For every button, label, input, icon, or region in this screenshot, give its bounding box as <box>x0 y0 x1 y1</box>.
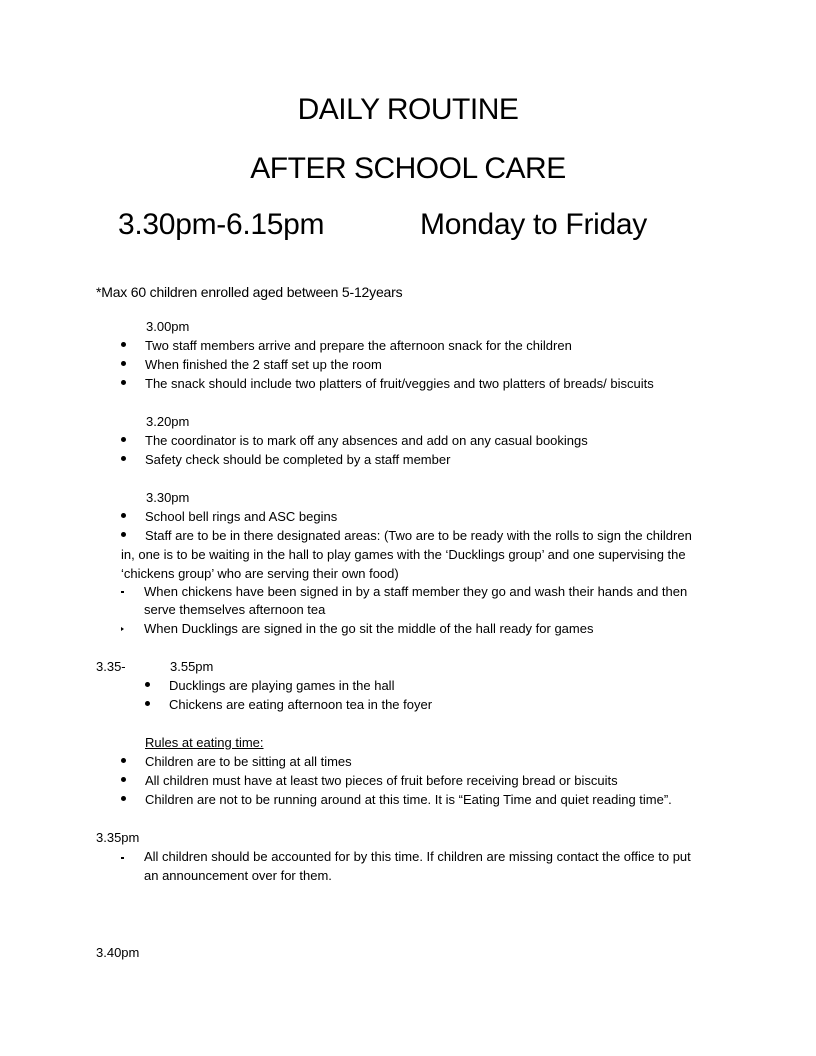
list-item: Chickens are eating afternoon tea in the foyer <box>169 697 433 712</box>
sub-list-item: When Ducklings are signed in the go sit the middle of the hall ready for games <box>144 621 594 636</box>
rules-heading: Rules at eating time: <box>145 735 264 750</box>
bullet-icon <box>121 437 126 442</box>
bullet-icon <box>121 758 126 763</box>
bullet-icon <box>121 342 126 347</box>
list-item-continuation: ‘chickens group’ who are serving their own food) <box>121 566 399 581</box>
bullet-icon <box>121 796 126 801</box>
sub-list-item: When chickens have been signed in by a staff member they go and wash their hands and then <box>144 584 688 599</box>
list-item: Children are not to be running around at this time. It is “Eating Time and quiet reading time”. <box>145 792 672 807</box>
time-3-35: 3.35- <box>96 659 126 674</box>
time-3-30pm: 3.30pm <box>146 490 190 505</box>
list-item: School bell rings and ASC begins <box>145 509 338 524</box>
list-item: Ducklings are playing games in the hall <box>169 678 395 693</box>
list-item: All children must have at least two pieces of fruit before receiving bread or biscuits <box>145 773 618 788</box>
bullet-icon <box>145 682 150 687</box>
page-title: DAILY ROUTINE <box>297 93 519 126</box>
bullet-icon <box>121 777 126 782</box>
bullet-icon <box>121 380 126 385</box>
time-3-00pm: 3.00pm <box>146 319 190 334</box>
bullet-icon <box>121 456 126 461</box>
arrow-bullet-icon <box>121 627 124 631</box>
list-item: When finished the 2 staff set up the room <box>145 357 382 372</box>
list-item: All children should be accounted for by this time. If children are missing contact the office to put <box>144 849 691 864</box>
page-subtitle: AFTER SCHOOL CARE <box>250 152 566 185</box>
time-3-35pm: 3.35pm <box>96 830 140 845</box>
list-item-continuation: an announcement over for them. <box>144 868 332 883</box>
bullet-icon <box>121 361 126 366</box>
list-item-continuation: in, one is to be waiting in the hall to play games with the ‘Ducklings group’ and one supervising the <box>121 547 686 562</box>
dash-bullet-icon <box>121 591 124 593</box>
list-item: Two staff members arrive and prepare the afternoon snack for the children <box>145 338 572 353</box>
list-item: Staff are to be in there designated areas: (Two are to be ready with the rolls to sign the children <box>145 528 692 543</box>
bullet-icon <box>121 532 126 537</box>
sub-list-item-continuation: serve themselves afternoon tea <box>144 602 326 617</box>
bullet-icon <box>145 701 150 706</box>
hours-range: 3.30pm-6.15pm <box>118 208 325 241</box>
list-item: The snack should include two platters of fruit/veggies and two platters of breads/ biscuits <box>145 376 654 391</box>
enrolment-note: *Max 60 children enrolled aged between 5-12years <box>96 284 403 300</box>
dash-bullet-icon <box>121 857 124 859</box>
days-range: Monday to Friday <box>420 208 647 241</box>
list-item: Children are to be sitting at all times <box>145 754 352 769</box>
bullet-icon <box>121 513 126 518</box>
list-item: Safety check should be completed by a staff member <box>145 452 451 467</box>
time-3-55pm: 3.55pm <box>170 659 214 674</box>
list-item: The coordinator is to mark off any absences and add on any casual bookings <box>145 433 588 448</box>
time-3-20pm: 3.20pm <box>146 414 190 429</box>
time-3-40pm: 3.40pm <box>96 945 140 960</box>
